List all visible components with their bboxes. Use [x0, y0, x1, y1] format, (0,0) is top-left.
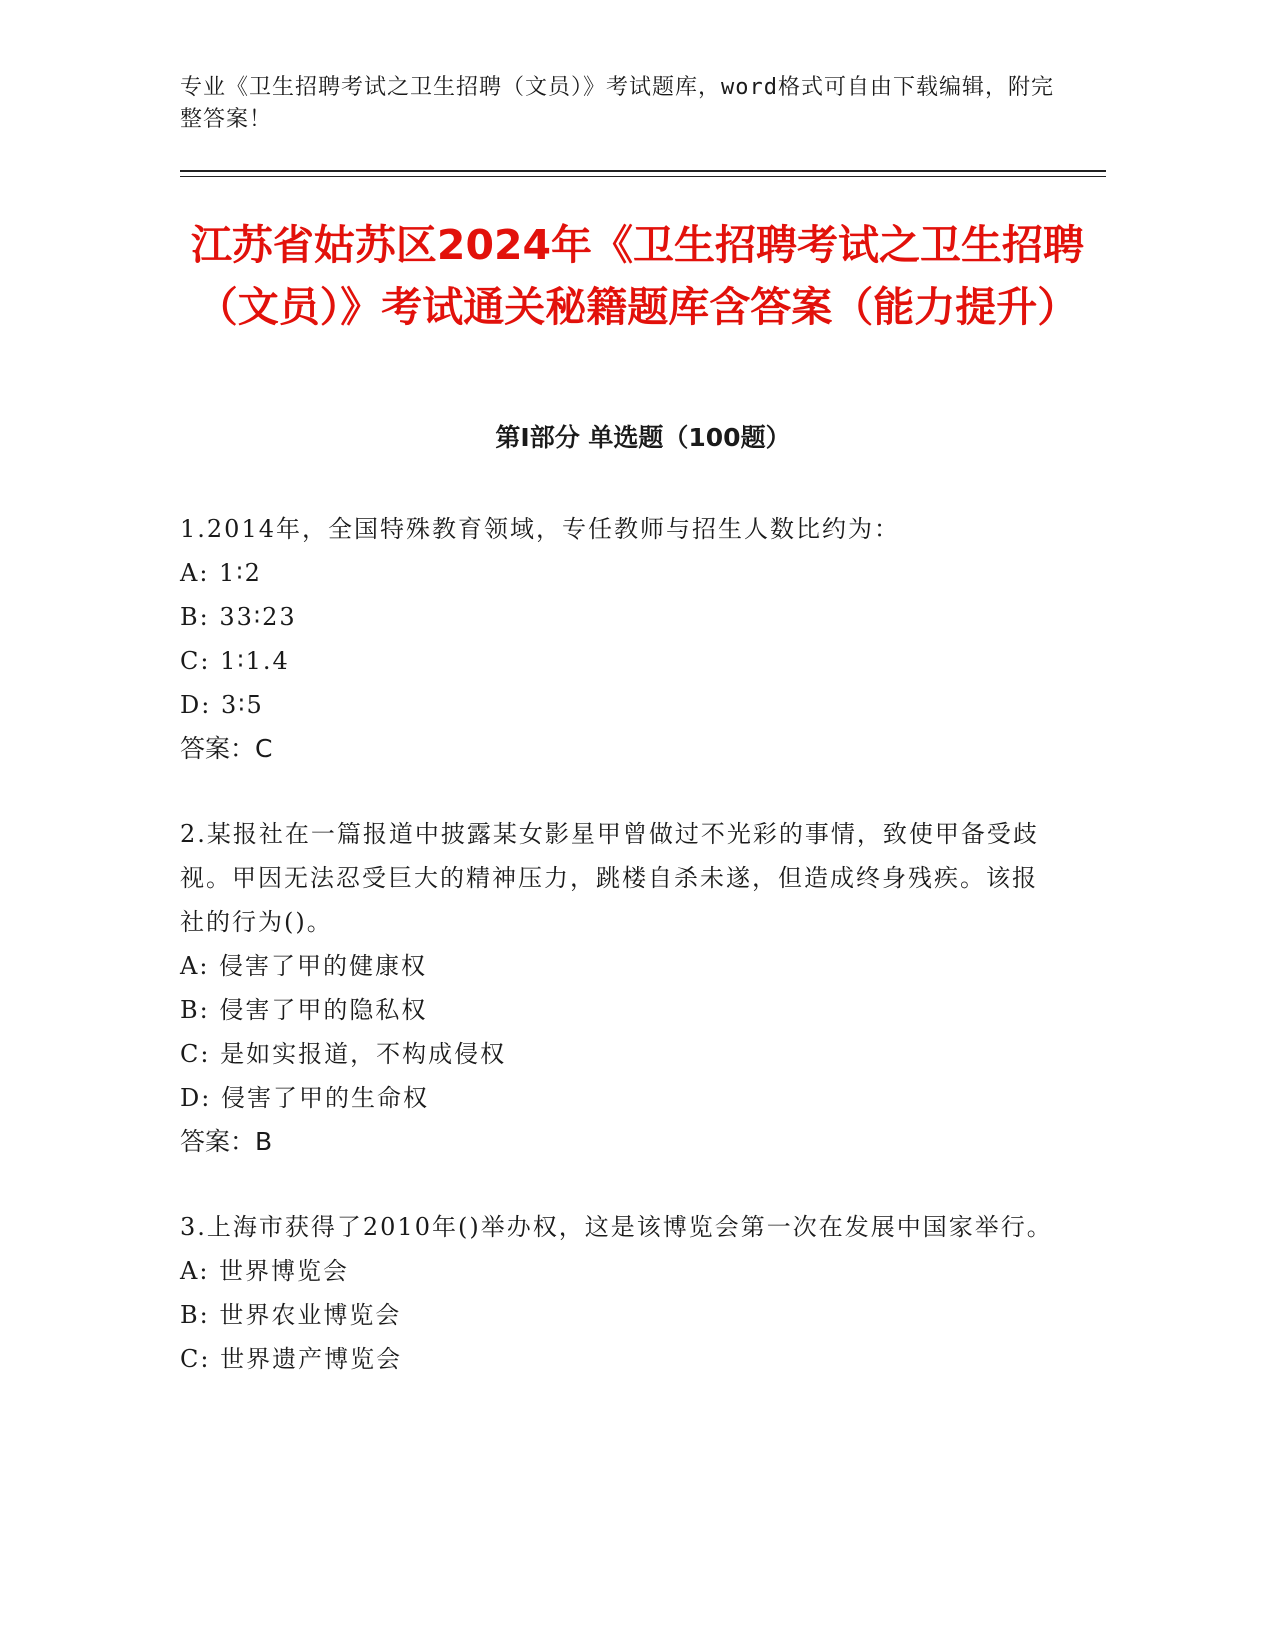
option-d: D: 3∶5 — [180, 691, 264, 719]
question-3 — [180, 1205, 1060, 1381]
question-stem: 2.某报社在一篇报道中披露某女影星甲曾做过不光彩的事情，致使甲备受歧视。甲因无法忍受巨大的精神压力，跳楼自杀未遂，但造成终身残疾。该报社的行为()。 — [180, 820, 1039, 936]
document-title: 江苏省姑苏区2024年《卫生招聘考试之卫生招聘（文员）》考试通关秘籍题库含答案（能力提升） — [190, 221, 1085, 331]
answer-line: 答案：B — [180, 1127, 273, 1156]
option-b: B: 33∶23 — [180, 603, 297, 631]
question-list — [180, 507, 1060, 1422]
option-b: B: 世界农业博览会 — [180, 1301, 402, 1329]
option-d: D: 侵害了甲的生命权 — [180, 1084, 429, 1112]
option-a: A: 侵害了甲的健康权 — [180, 952, 428, 980]
question-2 — [180, 812, 1060, 1164]
answer-line: 答案：C — [180, 734, 273, 763]
option-c: C: 是如实报道，不构成侵权 — [180, 1040, 507, 1068]
section-heading: 第Ⅰ部分 单选题（100题） — [495, 423, 791, 452]
option-c: C: 世界遗产博览会 — [180, 1345, 403, 1373]
option-c: C: 1∶1.4 — [180, 647, 290, 675]
header-note: 专业《卫生招聘考试之卫生招聘（文员）》考试题库，word格式可自由下载编辑，附完整答案！ — [180, 75, 1054, 132]
header-divider-thick — [180, 170, 1106, 172]
option-a: A: 世界博览会 — [180, 1257, 350, 1285]
option-b: B: 侵害了甲的隐私权 — [180, 996, 428, 1024]
header-divider-thin — [180, 176, 1106, 177]
option-a: A: 1∶2 — [180, 559, 262, 587]
question-stem: 3.上海市获得了2010年()举办权，这是该博览会第一次在发展中国家举行。 — [180, 1213, 1053, 1241]
question-stem: 1.2014年，全国特殊教育领域，专任教师与招生人数比约为： — [180, 515, 900, 543]
question-1 — [180, 507, 1060, 771]
